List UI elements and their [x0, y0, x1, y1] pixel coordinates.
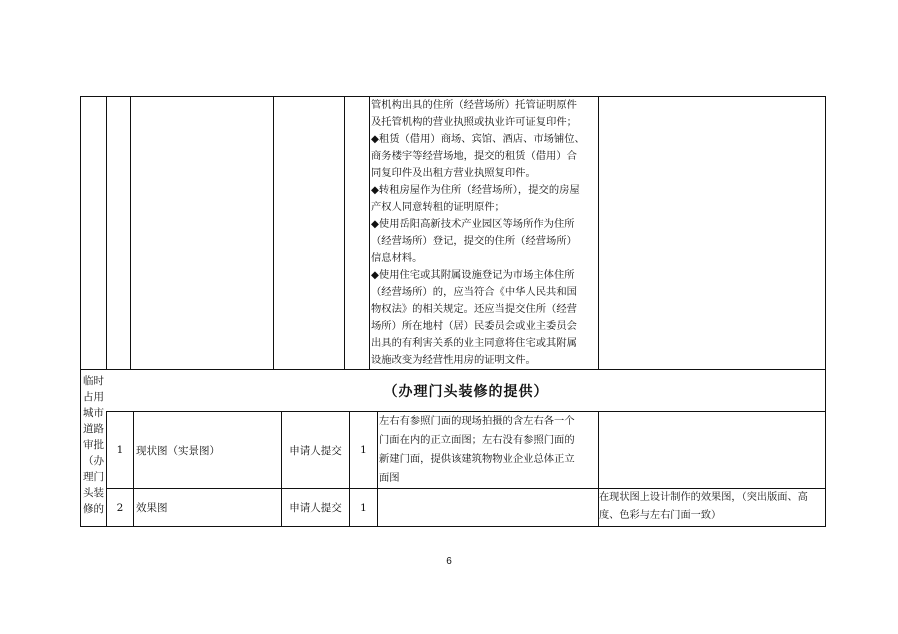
- row-1-number: 1: [116, 444, 124, 456]
- column-divider: [377, 411, 378, 527]
- material-requirements-text: 管机构出具的住所（经营场所）托管证明原件 及托管机构的营业执照或执业许可证复印件； ◆租赁（借用）商场、宾馆、酒店、市场铺位、 商务楼宇等经营场地，提交的租赁（借用）合 同复印件及出租方营业执照复印件。 ◆转租房屋作为住所（经营场所），提交的房屋 产权人同意转租的证明原件； ◆使用岳阳高新技术产业园区等场所作为住所 （经营场所）登记，提交的住所（经营场所） 信息材料。 ◆使用住宅或其附属设施登记为市场主体住所 （经营场所）的，应当符合《中华人民共和国 物权法》的相关规定。还应当提交住所（经营 场所）所在地村（居）民委员会或业主委员会 出具的有利害关系的业主同意将住宅或其附属 设施改变为经营性用房的证明文件。: [371, 99, 585, 366]
- row-2-source: 申请人提交: [289, 502, 342, 514]
- row-2-material-name: 效果图: [136, 502, 168, 514]
- row-1-copies: 1: [360, 444, 367, 456]
- section-heading: （办理门头装修的提供）: [383, 383, 549, 400]
- row-1-requirement: 左右有参照门面的现场拍摄的含左右各一个 门面在内的正立面图；左右没有参照门面的 新建门面，提供该建筑物物业企业总体正立 面图: [379, 415, 575, 484]
- column-divider: [369, 96, 370, 370]
- row-2-number: 2: [116, 501, 124, 514]
- page-number: 6: [446, 556, 452, 567]
- column-divider: [130, 96, 131, 370]
- column-divider: [273, 96, 274, 370]
- column-divider: [598, 96, 599, 370]
- table-right-border: [825, 96, 826, 527]
- row-1-source: 申请人提交: [289, 444, 342, 457]
- category-label: 临时 占用 城市 道路 审批 （办 理门 头装 修的: [83, 375, 104, 515]
- table-bottom-border: [80, 526, 826, 527]
- row-2-copies: 1: [360, 501, 367, 514]
- row-2-remark: 在现状图上设计制作的效果图，（突出版面、高 度、色彩与左右门面一致）: [599, 492, 808, 521]
- column-divider: [106, 96, 107, 370]
- column-divider: [344, 96, 345, 370]
- row-1-material-name: 现状图（实景图）: [136, 444, 220, 457]
- column-divider: [133, 411, 134, 527]
